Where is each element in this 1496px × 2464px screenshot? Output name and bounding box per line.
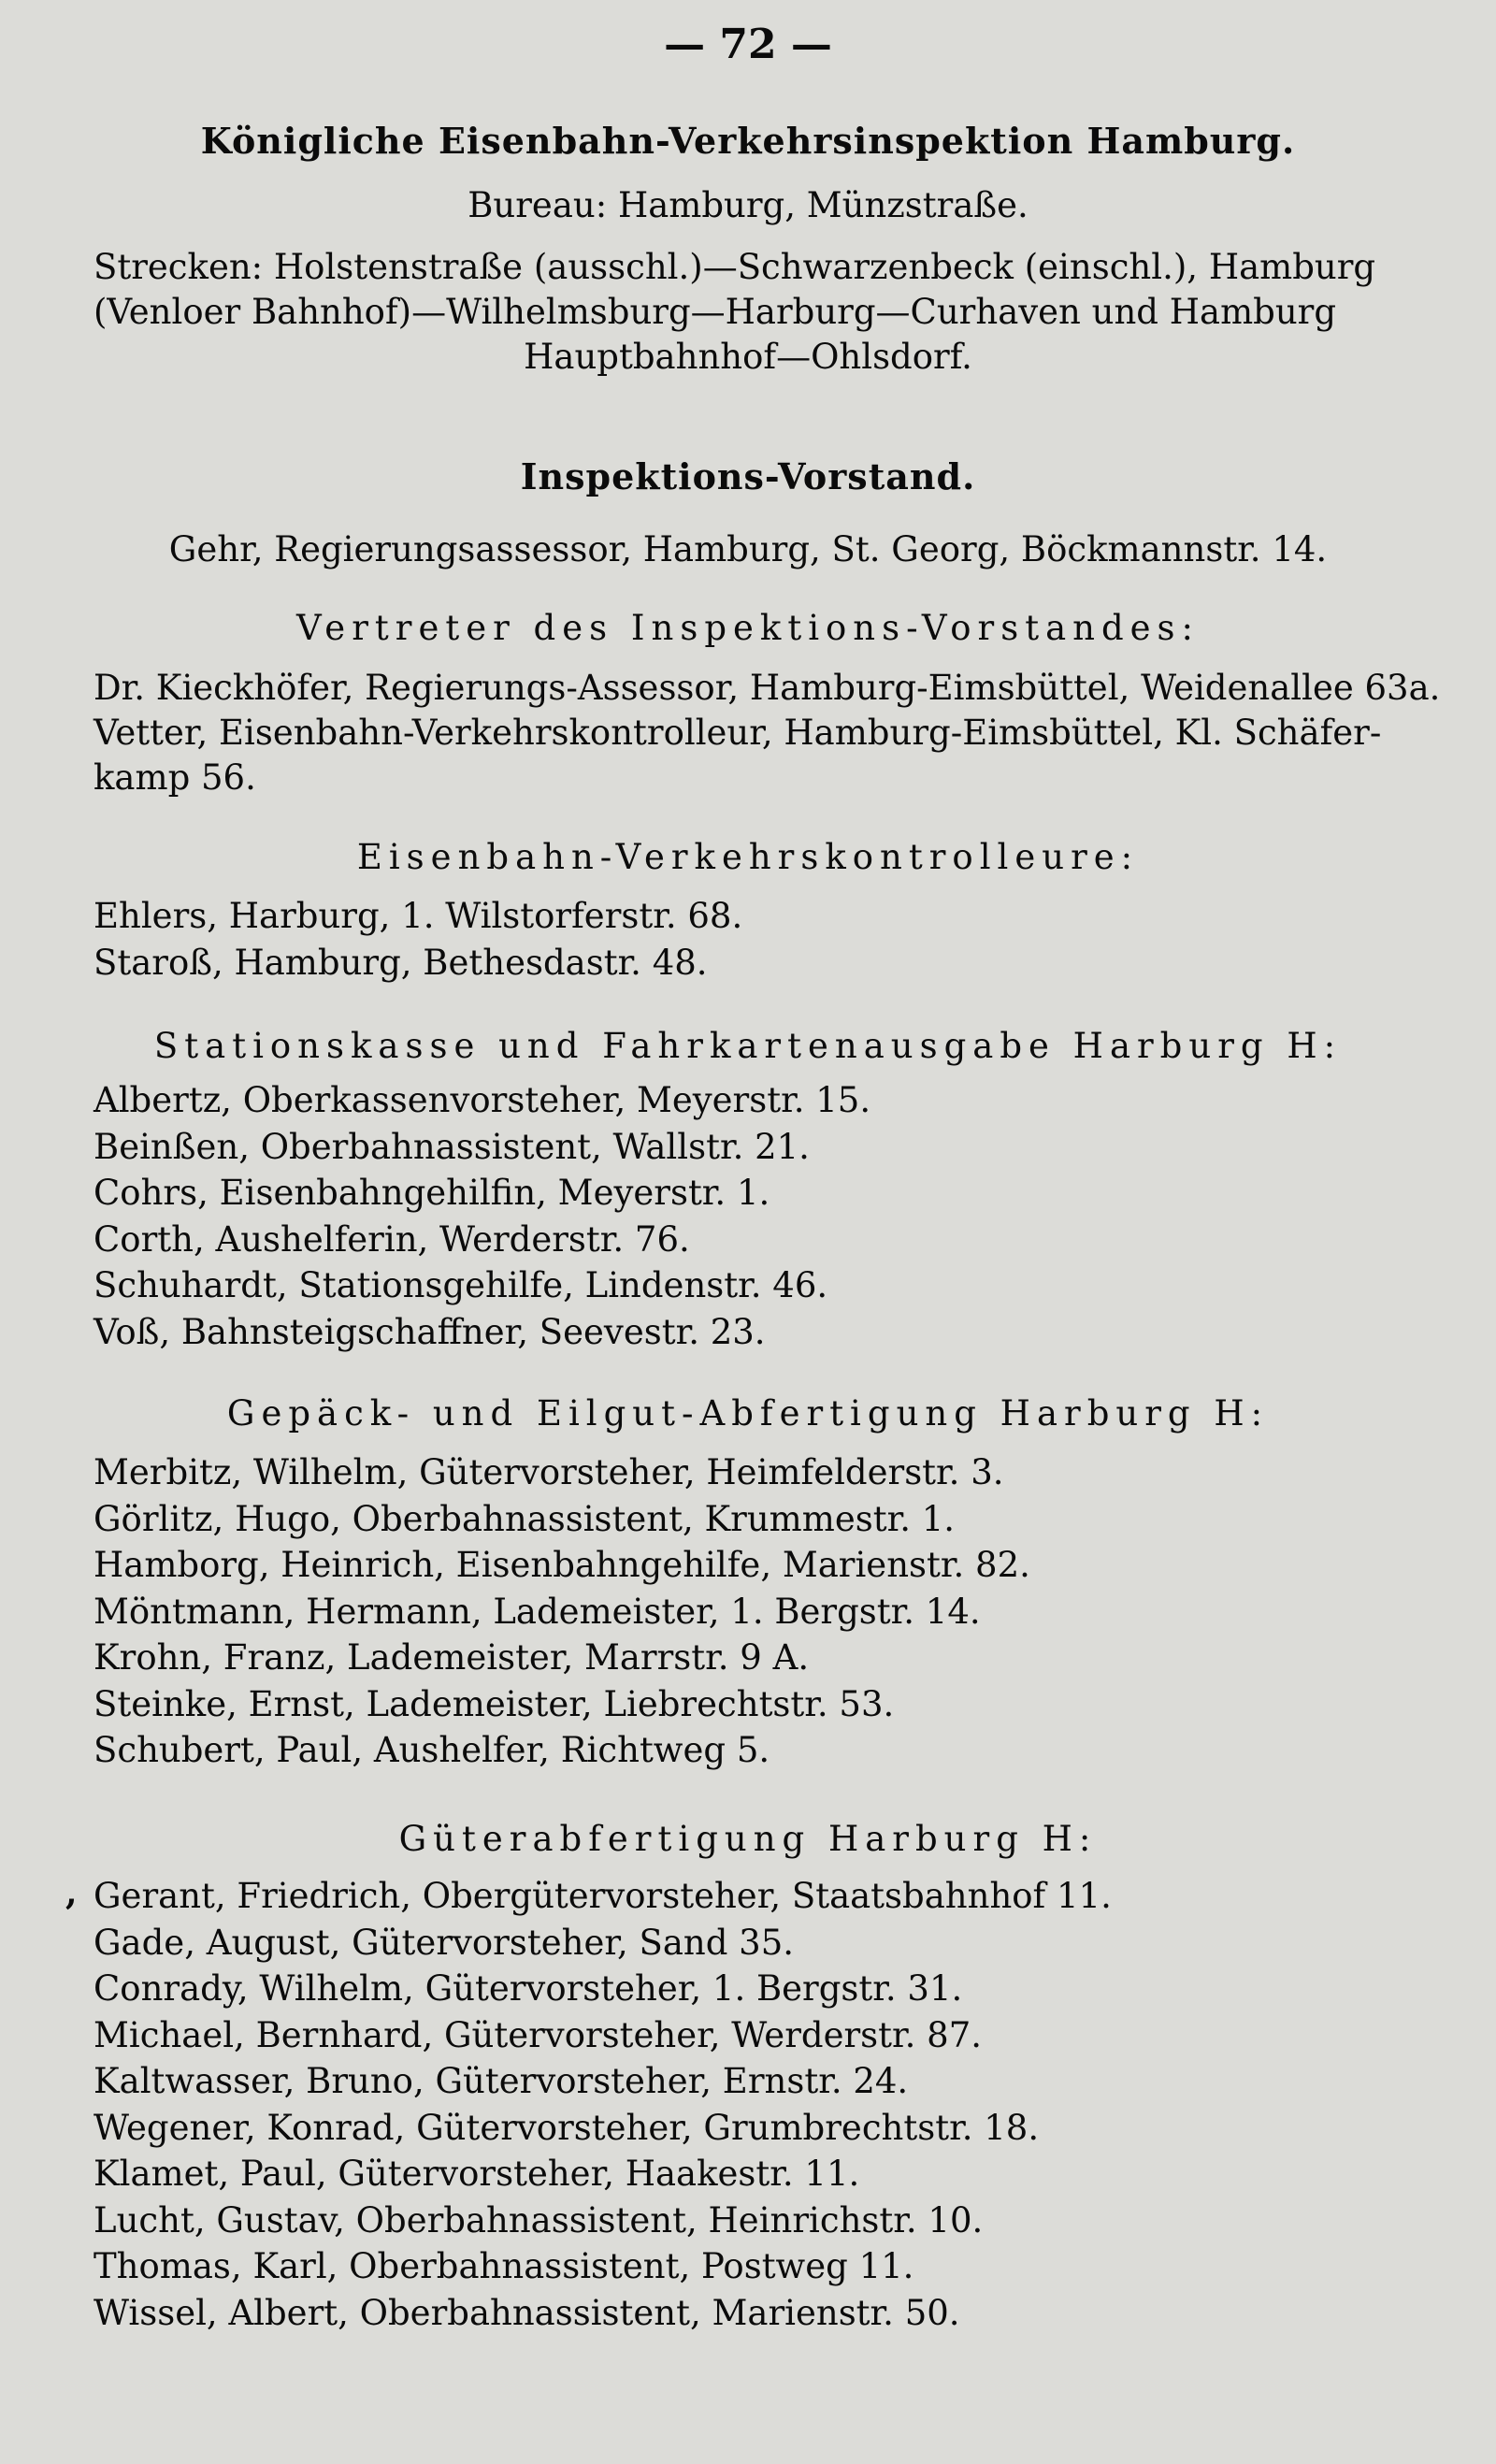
strecken-line: Strecken: Holstenstraße (ausschl.)—Schwarzenbeck (einschl.), Hamburg: [94, 247, 1376, 287]
margin-mark: ,: [65, 1873, 78, 1912]
list-item: Schubert, Paul, Aushelfer, Richtweg 5.: [94, 1730, 770, 1770]
list-item: Gade, August, Gütervorsteher, Sand 35.: [94, 1922, 795, 1963]
bureau-line: Bureau: Hamburg, Münzstraße.: [468, 185, 1028, 225]
list-item: Klamet, Paul, Gütervorsteher, Haakestr. 11.: [94, 2154, 860, 2194]
list-item: Lucht, Gustav, Oberbahnassistent, Heinrichstr. 10.: [94, 2199, 984, 2241]
list-item: Möntmann, Hermann, Lademeister, 1. Bergstr. 14.: [94, 1591, 981, 1632]
gueter-list: [94, 1873, 1402, 2336]
gueter-heading: Güterabfertigung Harburg H:: [398, 1819, 1098, 1859]
gepaeck-heading: Gepäck- und Eilgut-Abfertigung Harburg H:: [226, 1393, 1270, 1434]
list-item: Gerant, Friedrich, Obergütervorsteher, Staatsbahnhof 11.: [94, 1876, 1112, 1916]
list-item: Voß, Bahnsteigschaffner, Seevestr. 23.: [94, 1311, 766, 1352]
list-item: Kaltwasser, Bruno, Gütervorsteher, Ernstr. 24.: [94, 2061, 909, 2101]
list-item: Cohrs, Eisenbahngehilfin, Meyerstr. 1.: [94, 1173, 770, 1213]
vorstand-heading: Inspektions-Vorstand.: [520, 455, 976, 497]
list-item: Albertz, Oberkassenvorsteher, Meyerstr. 15.: [94, 1080, 871, 1120]
list-item: Michael, Bernhard, Gütervorsteher, Werderstr. 87.: [94, 2014, 983, 2055]
gepaeck-list: [94, 1449, 1402, 1774]
list-item: Wegener, Konrad, Gütervorsteher, Grumbrechtstr. 18.: [94, 2107, 1040, 2148]
strecken-line: (Venloer Bahnhof)—Wilhelmsburg—Harburg—Curhaven und Hamburg: [94, 292, 1337, 332]
kontrolleure-heading: Eisenbahn-Verkehrskontrolleure:: [356, 837, 1140, 877]
list-item: Thomas, Karl, Oberbahnassistent, Postweg 11.: [94, 2246, 914, 2286]
vertreter-heading: Vertreter des Inspektions-Vorstandes:: [295, 608, 1200, 648]
list-item: Görlitz, Hugo, Oberbahnassistent, Krummestr. 1.: [94, 1498, 956, 1539]
list-item: Wissel, Albert, Oberbahnassistent, Marienstr. 50.: [94, 2292, 960, 2333]
list-item: Ehlers, Harburg, 1. Wilstorferstr. 68.: [94, 896, 743, 936]
list-item: Conrady, Wilhelm, Gütervorsteher, 1. Bergstr. 31.: [94, 1968, 963, 2009]
list-item: Beinßen, Oberbahnassistent, Wallstr. 21.: [94, 1126, 810, 1167]
strecken-line: Hauptbahnhof—Ohlsdorf.: [524, 337, 972, 377]
list-item: Corth, Aushelferin, Werderstr. 76.: [94, 1218, 690, 1260]
list-item: Krohn, Franz, Lademeister, Marrstr. 9 A.: [94, 1637, 810, 1678]
kontrolleure-list: [94, 893, 1402, 986]
list-item: Staroß, Hamburg, Bethesdastr. 48.: [94, 942, 708, 983]
list-item: Steinke, Ernst, Lademeister, Liebrechtstr. 53.: [94, 1683, 895, 1724]
vertreter-list: [94, 666, 1441, 800]
list-item: Merbitz, Wilhelm, Gütervorsteher, Heimfelderstr. 3.: [94, 1452, 1004, 1492]
vertreter-line: Vetter, Eisenbahn-Verkehrskontrolleur, Hamburg-Eimsbüttel, Kl. Schäfer-: [94, 713, 1382, 753]
stationskasse-list: [94, 1077, 1402, 1355]
page-number: — 72 —: [664, 21, 832, 68]
stationskasse-heading: Stationskasse und Fahrkartenausgabe Harburg H:: [153, 1026, 1343, 1066]
vertreter-line: Dr. Kieckhöfer, Regierungs-Assessor, Hamburg-Eimsbüttel, Weidenallee 63a.: [94, 668, 1441, 708]
list-item: Schuhardt, Stationsgehilfe, Lindenstr. 46.: [94, 1265, 828, 1305]
list-item: Hamborg, Heinrich, Eisenbahngehilfe, Marienstr. 82.: [94, 1545, 1030, 1585]
vertreter-line: kamp 56.: [94, 757, 256, 798]
document-title: Königliche Eisenbahn-Verkehrsinspektion Hamburg.: [200, 120, 1296, 162]
strecken-paragraph: [94, 245, 1402, 380]
vorstand-entry: Gehr, Regierungsassessor, Hamburg, St. Georg, Böckmannstr. 14.: [168, 529, 1328, 569]
